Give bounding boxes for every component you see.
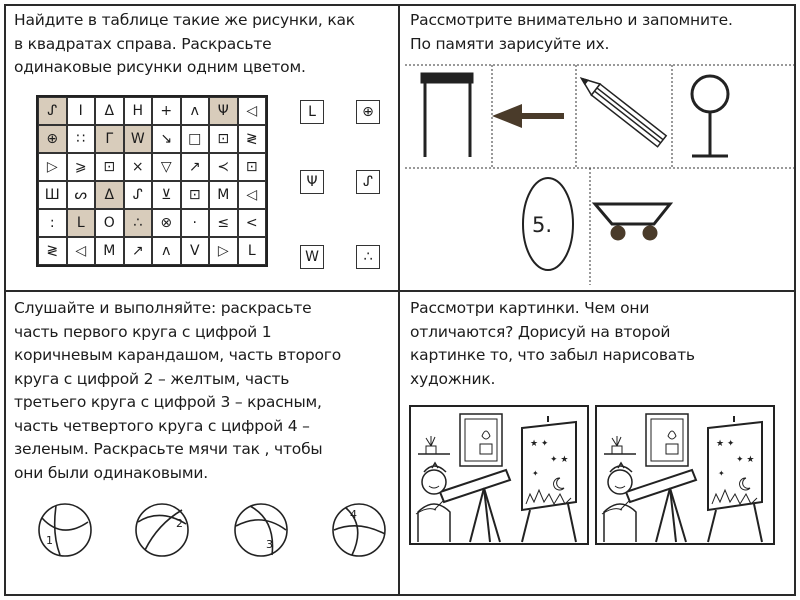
- ball-4-label: 4: [350, 508, 357, 521]
- grid-cell: ◁: [67, 237, 96, 265]
- task-4-text: Рассмотри картинки. Чем они отличаются? Дорисуй на второй картинке то, что забыл нарисовать художник.: [410, 299, 695, 388]
- grid-cell: ↗: [181, 153, 210, 181]
- grid-cell: ⊡: [95, 153, 124, 181]
- sample-symbol-box: ⊕: [356, 100, 380, 124]
- grid-cell: ◁: [238, 97, 267, 125]
- task-2-text: Рассмотрите внимательно и запомните. По памяти зарисуйте их.: [410, 11, 733, 53]
- task-1-text: Найдите в таблице такие же рисунки, как в квадратах справа. Раскрасьте одинаковые рисунки одним цветом.: [14, 11, 355, 76]
- grid-cell: ⩾: [67, 153, 96, 181]
- grid-cell: ≷: [238, 125, 267, 153]
- grid-cell: ʌ: [152, 237, 181, 265]
- grid-cell: :: [38, 209, 67, 237]
- sample-symbol-box: Ψ: [300, 170, 324, 194]
- grid-cell: ≤: [209, 209, 238, 237]
- horizontal-divider: [4, 290, 796, 292]
- grid-cell: ∷: [67, 125, 96, 153]
- grid-cell: ᔑ: [124, 181, 153, 209]
- sample-symbol-box: ∴: [356, 245, 380, 269]
- grid-cell: I: [67, 97, 96, 125]
- ball-1: [39, 504, 91, 556]
- grid-cell: Δ: [95, 181, 124, 209]
- arrow-picture: [492, 104, 564, 128]
- grid-cell: ≺: [209, 153, 238, 181]
- grid-cell: +: [152, 97, 181, 125]
- grid-cell: M: [209, 181, 238, 209]
- grid-cell: ⊗: [152, 209, 181, 237]
- grid-cell: ▽: [152, 153, 181, 181]
- grid-cell: <: [238, 209, 267, 237]
- grid-cell: ×: [124, 153, 153, 181]
- grid-cell: L: [238, 237, 267, 265]
- grid-cell: L: [67, 209, 96, 237]
- memory-number: 5.: [532, 213, 553, 237]
- oval-number-picture: [523, 178, 573, 270]
- grid-cell: ᔕ: [67, 181, 96, 209]
- picture-original: [410, 406, 588, 544]
- grid-cell: ≷: [38, 237, 67, 265]
- grid-cell: ↗: [124, 237, 153, 265]
- symbol-grid: [36, 95, 268, 267]
- grid-cell: ⊡: [181, 181, 210, 209]
- sample-symbol-box: W: [300, 245, 324, 269]
- grid-cell: ∴: [124, 209, 153, 237]
- grid-cell: H: [124, 97, 153, 125]
- sample-symbol-box: ᔑ: [356, 170, 380, 194]
- ball-2: [136, 504, 188, 556]
- ball-3-label: 3: [266, 538, 273, 551]
- grid-cell: Ψ: [209, 97, 238, 125]
- memory-pictures: [400, 60, 796, 288]
- grid-cell: ⊕: [38, 125, 67, 153]
- task-3-text: Слушайте и выполняйте: раскрасьте часть первого круга с цифрой 1 коричневым карандашом, часть второго круга с цифрой 2 – желтым, часть третьего круга с цифрой 3 – красным, часть четвертого круга с цифрой 4 – зеленым. Раскрасьте мячи так , чтобы они были одинаковыми.: [14, 299, 342, 482]
- grid-cell: ↘: [152, 125, 181, 153]
- grid-cell: ·: [181, 209, 210, 237]
- grid-cell: Δ: [95, 97, 124, 125]
- grid-cell: V: [181, 237, 210, 265]
- grid-cell: ᔑ: [38, 97, 67, 125]
- grid-cell: M: [95, 237, 124, 265]
- grid-cell: □: [181, 125, 210, 153]
- sample-symbol-box: ᒪ: [300, 100, 324, 124]
- ball-3: [235, 504, 287, 556]
- grid-cell: ⊡: [238, 153, 267, 181]
- grid-cell: ᒥ: [95, 125, 124, 153]
- grid-cell: O: [95, 209, 124, 237]
- ball-1-label: 1: [46, 534, 53, 547]
- balls-row: [0, 500, 400, 560]
- picture-incomplete: [596, 406, 774, 544]
- table-picture: [422, 74, 472, 157]
- grid-cell: Ш: [38, 181, 67, 209]
- grid-cell: ⊻: [152, 181, 181, 209]
- grid-cell: ⊡: [209, 125, 238, 153]
- ball-2-label: 2: [176, 517, 183, 530]
- grid-cell: ◁: [238, 181, 267, 209]
- grid-cell: ʌ: [181, 97, 210, 125]
- compare-pictures: [410, 406, 776, 546]
- grid-cell: ▷: [209, 237, 238, 265]
- magnifier-picture: [692, 76, 728, 156]
- grid-cell: ▷: [38, 153, 67, 181]
- cart-picture: [595, 204, 670, 239]
- ball-4: [333, 504, 385, 556]
- grid-cell: W: [124, 125, 153, 153]
- pencil-picture: [577, 73, 666, 147]
